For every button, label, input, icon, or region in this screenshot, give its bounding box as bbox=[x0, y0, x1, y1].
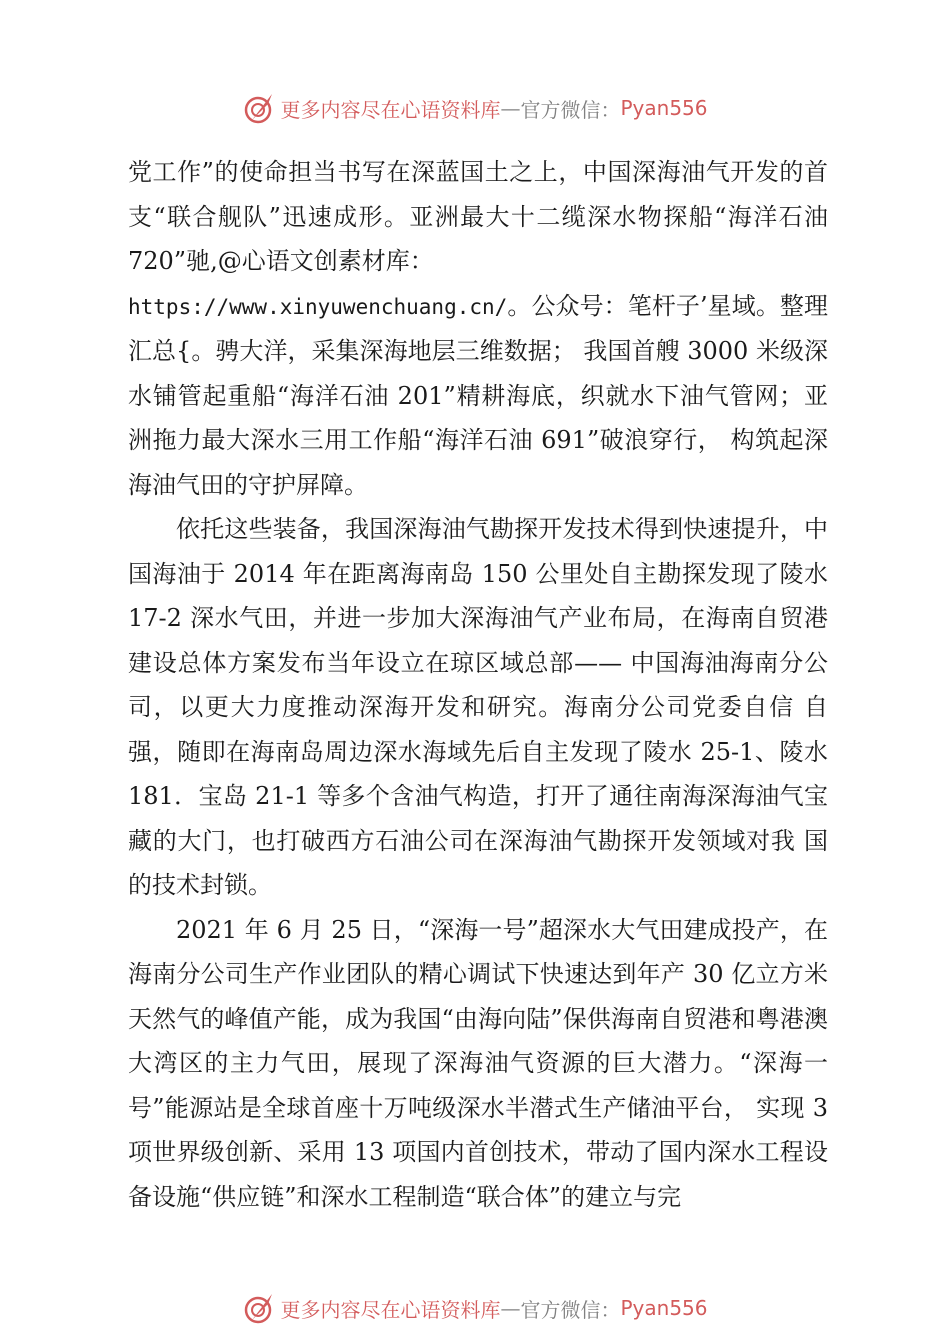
header-wechat-id: Pyan556 bbox=[620, 96, 708, 120]
footer-wechat-label: 官方微信： bbox=[520, 1297, 621, 1322]
quill-logo-icon bbox=[242, 90, 278, 126]
header-wechat-label: 官方微信： bbox=[520, 97, 621, 122]
paragraph-3: 2021 年 6 月 25 日，“深海一号”超深水大气田建成投产，在海南分公司生产作业团队的精心调试下快速达到年产 30 亿立方米天然气的峰值产能，成为我国“由海向陆”保供海南自贸港和粤港澳大湾区的主力气田，展现了深海油气资源的巨大潜力。“深海一号”能源站是全球首座十万吨级深水半潜式生产储油平台， 实现 3 项世界级创新、采用 13 项国内首创技术，带动了国内深水工程设备设施“供应链”和深水工程制造“联合体”的建立与完 bbox=[128, 915, 828, 1211]
quill-logo-icon bbox=[242, 1290, 278, 1326]
footer-brand-text: 更多内容尽在心语资料库 bbox=[280, 1297, 501, 1322]
footer-wechat-id: Pyan556 bbox=[620, 1296, 708, 1320]
paragraph-1 bbox=[128, 150, 828, 507]
footer-banner bbox=[0, 1288, 950, 1328]
header-separator: — bbox=[500, 96, 521, 120]
footer-separator: — bbox=[500, 1296, 521, 1320]
paragraph-1-part-b: 。公众号：笔杆子’星域。整理汇总{。骋大洋，采集深海地层三维数据； 我国首艘 3000 米级深水铺管起重船“海洋石油 201”精耕海底，织就水下油气管网；亚洲拖力最大深水三用工作船“海洋石油 691”破浪穿行， 构筑起深海油气田的守护屏障。 bbox=[128, 291, 828, 499]
document-body bbox=[128, 150, 828, 1219]
paragraph-2: 依托这些装备，我国深海油气勘探开发技术得到快速提升，中国海油于 2014 年在距离海南岛 150 公里处自主勘探发现了陵水 17-2 深水气田，并进一步加大深海油气产业布局，在海南自贸港建设总体方案发布当年设立在琼区域总部—— 中国海油海南分公司，以更大力度推动深海开发和研究。海南分公司党委自信 自强，随即在海南岛周边深水海域先后自主发现了陵水 25-1、陵水 181．宝岛 21-1 等多个含油气构造，打开了通往南海深海油气宝藏的大门，也打破西方石油公司在深海油气勘探开发领域对我 国的技术封锁。 bbox=[128, 515, 828, 899]
source-url-link[interactable]: https://www.xinyuwenchuang.cn/ bbox=[128, 294, 508, 319]
header-brand-text: 更多内容尽在心语资料库 bbox=[280, 97, 501, 122]
paragraph-1-part-a: 党工作”的使命担当书写在深蓝国土之上，中国深海油气开发的首支“联合舰队”迅速成形。亚洲最大十二缆深水物探船“海洋石油 720”驰,@心语文创素材库： bbox=[128, 158, 828, 275]
header-banner bbox=[0, 88, 950, 128]
